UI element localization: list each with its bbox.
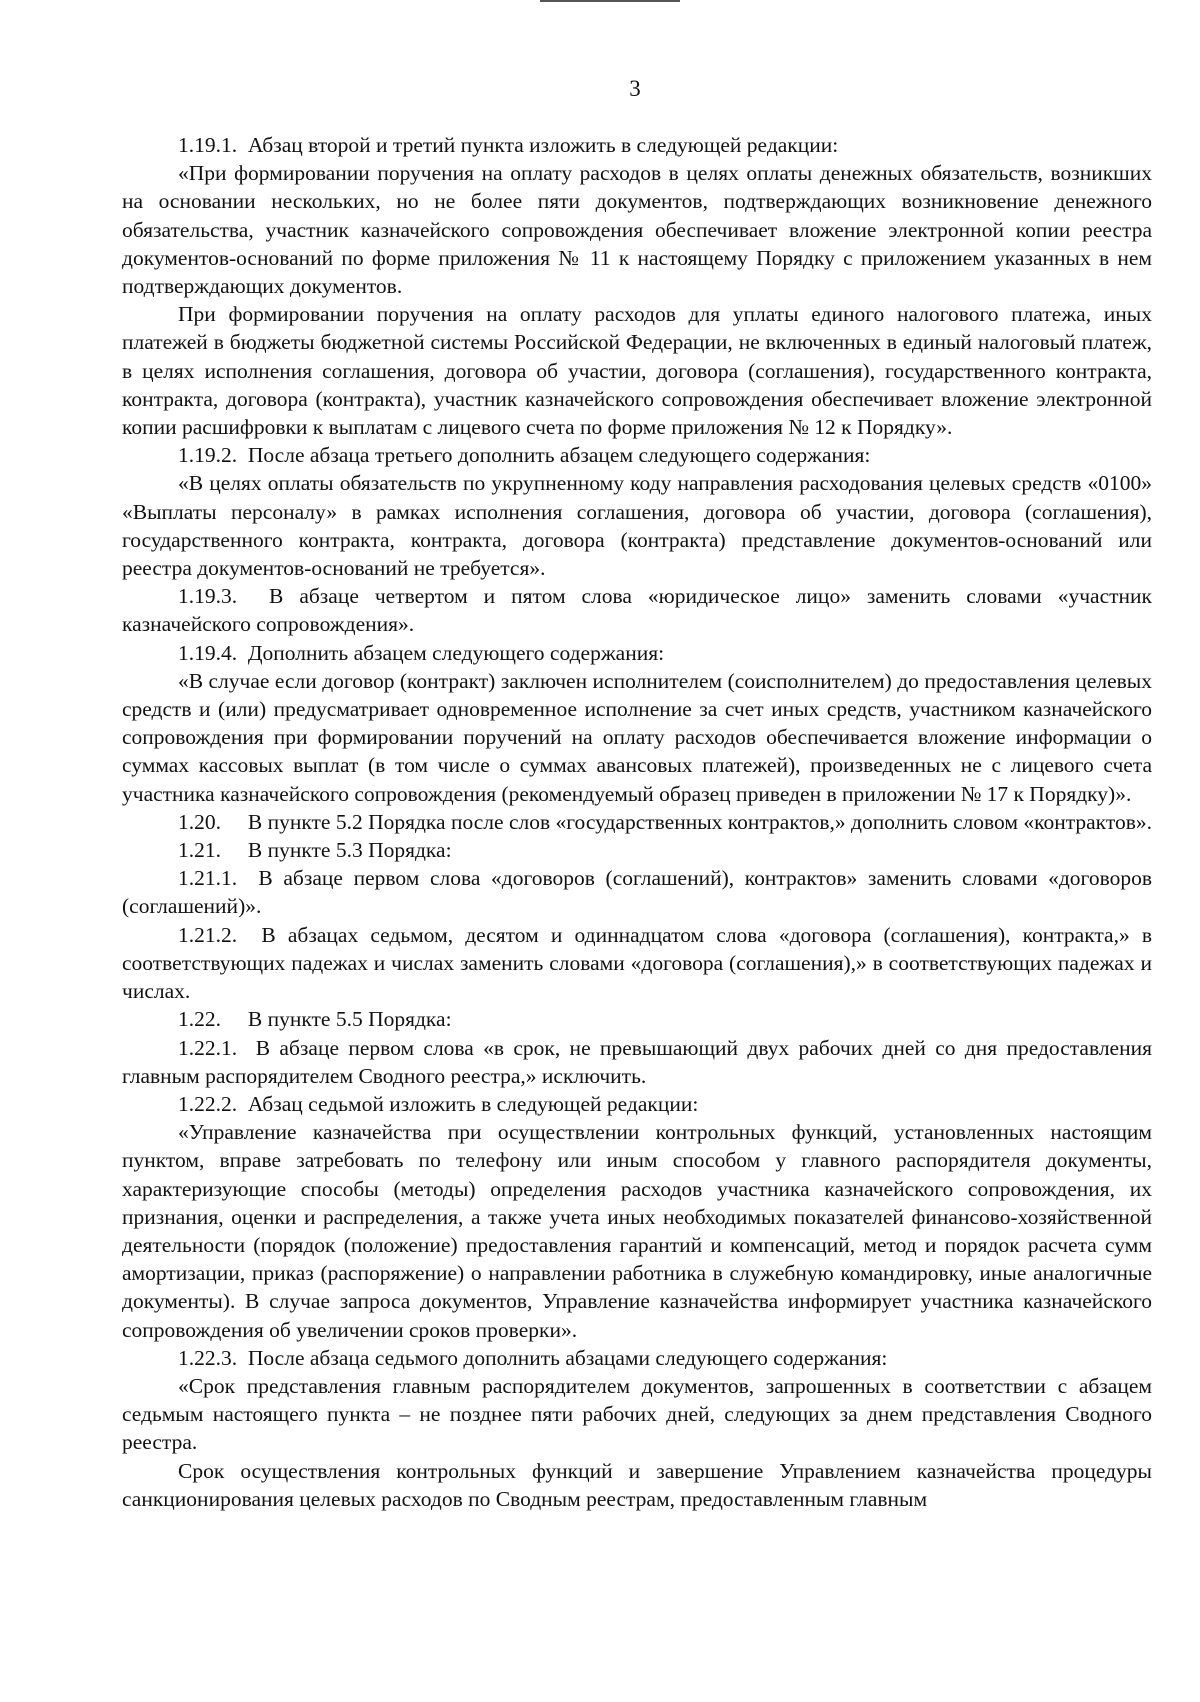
paragraph-quote-2: При формировании поручения на оплату расходов для уплаты единого налогового платежа, иных платежей в бюджеты бюджетной системы Российской Федерации, не включенных в единый налоговый платеж, в целях исполнения соглашения, договора об участии, договора (соглашения), государственного контракта, контракта, договора (контракта), участник казначейского сопровождения обеспечивает вложение электронной копии расшифровки к выплатам с лицевого счета по форме приложения № 12 к Порядку». (122, 302, 1152, 440)
paragraph-quote-4: «В случае если договор (контракт) заключен исполнителем (соисполнителем) до предоставления целевых средств и (или) предусматривает одновременное исполнение за счет иных средств, участником казначейского сопровождения при формировании поручений на оплату расходов обеспечивается вложение информации о суммах кассовых выплат (в том числе о суммах авансовых платежей), произведенных не с лицевого счета участника казначейского сопровождения (рекомендуемый образец приведен в приложении № 17 к Порядку)». (122, 668, 1152, 806)
paragraph-1-19-1: 1.19.1. Абзац второй и третий пункта изложить в следующей редакции: (178, 133, 839, 157)
paragraph-1-21: 1.21. В пункте 5.3 Порядка: (178, 838, 452, 863)
paragraph-quote-1: «При формировании поручения на оплату расходов в целях оплаты денежных обязательств, возникших на основании нескольких, но не более пяти документов, подтверждающих возникновение денежного обязательства, участник казначейского сопровождения обеспечивает вложение электронной копии реестра документов-оснований по форме приложения № 11 к настоящему Порядку с приложением указанных в нем подтверждающих документов. (122, 161, 1152, 299)
paragraph-1-19-3: 1.19.3. В абзаце четвертом и пятом слова «юридическое лицо» заменить словами «участник казначейского сопровождения». (122, 584, 1152, 637)
paragraph-1-20: 1.20. В пункте 5.2 Порядка после слов «государственных контрактов,» дополнить словом «контрактов». (178, 809, 1152, 834)
top-rule (540, 0, 680, 2)
paragraph-1-22: 1.22. В пункте 5.5 Порядка: (178, 1007, 452, 1032)
paragraph-1-21-2: 1.21.2. В абзацах седьмом, десятом и одиннадцатом слова «договора (соглашения), контракта,» в соответствующих падежах и числах заменить словами «договора (соглашения),» в соответствующих падежах и числах. (122, 922, 1152, 1004)
paragraph-1-22-3: 1.22.3. После абзаца седьмого дополнить абзацами следующего содержания: (178, 1345, 888, 1370)
paragraph-1-19-4: 1.19.4. Дополнить абзацем следующего содержания: (178, 640, 665, 665)
paragraph-1-19-2: 1.19.2. После абзаца третьего дополнить абзацем следующего содержания: (178, 443, 871, 468)
page-number: 3 (629, 76, 641, 101)
paragraph-quote-5: «Управление казначейства при осуществлении контрольных функций, установленных настоящим пунктом, вправе затребовать по телефону или иным способом у главного распорядителя документы, характеризующие способы (методы) определения расходов участника казначейского сопровождения, их признания, оценки и распределения, а также учета иных необходимых показателей финансово-хозяйственной деятельности (порядок (положение) предоставления гарантий и компенсаций, метод и порядок расчета сумм амортизации, приказ (распоряжение) о направлении работника в служебную командировку, иные аналогичные документы). В случае запроса документов, Управление казначейства информирует участника казначейского сопровождения об увеличении сроков проверки». (122, 1120, 1152, 1342)
paragraph-final: Срок осуществления контрольных функций и завершение Управлением казначейства процедуры санкционирования целевых расходов по Сводным реестрам, предоставленным главным (122, 1458, 1152, 1511)
paragraph-quote-6: «Срок представления главным распорядителем документов, запрошенных в соответствии с абзацем седьмым настоящего пункта – не позднее пяти рабочих дней, следующих за днем представления Сводного реестра. (122, 1373, 1152, 1455)
paragraph-1-22-2: 1.22.2. Абзац седьмой изложить в следующей редакции: (178, 1091, 699, 1116)
document-body (122, 131, 1152, 1513)
paragraph-1-21-1: 1.21.1. В абзаце первом слова «договоров (соглашений), контрактов» заменить словами «договоров (соглашений)». (122, 866, 1152, 919)
paragraph-quote-3: «В целях оплаты обязательств по укрупненному коду направления расходования целевых средств «0100» «Выплаты персоналу» в рамках исполнения соглашения, договора об участии, договора (соглашения), государственного контракта, контракта, договора (контракта) представление документов-оснований или реестра документов-оснований не требуется». (122, 471, 1152, 581)
paragraph-1-22-1: 1.22.1. В абзаце первом слова «в срок, не превышающий двух рабочих дней со дня предоставления главным распорядителем Сводного реестра,» исключить. (122, 1035, 1152, 1088)
